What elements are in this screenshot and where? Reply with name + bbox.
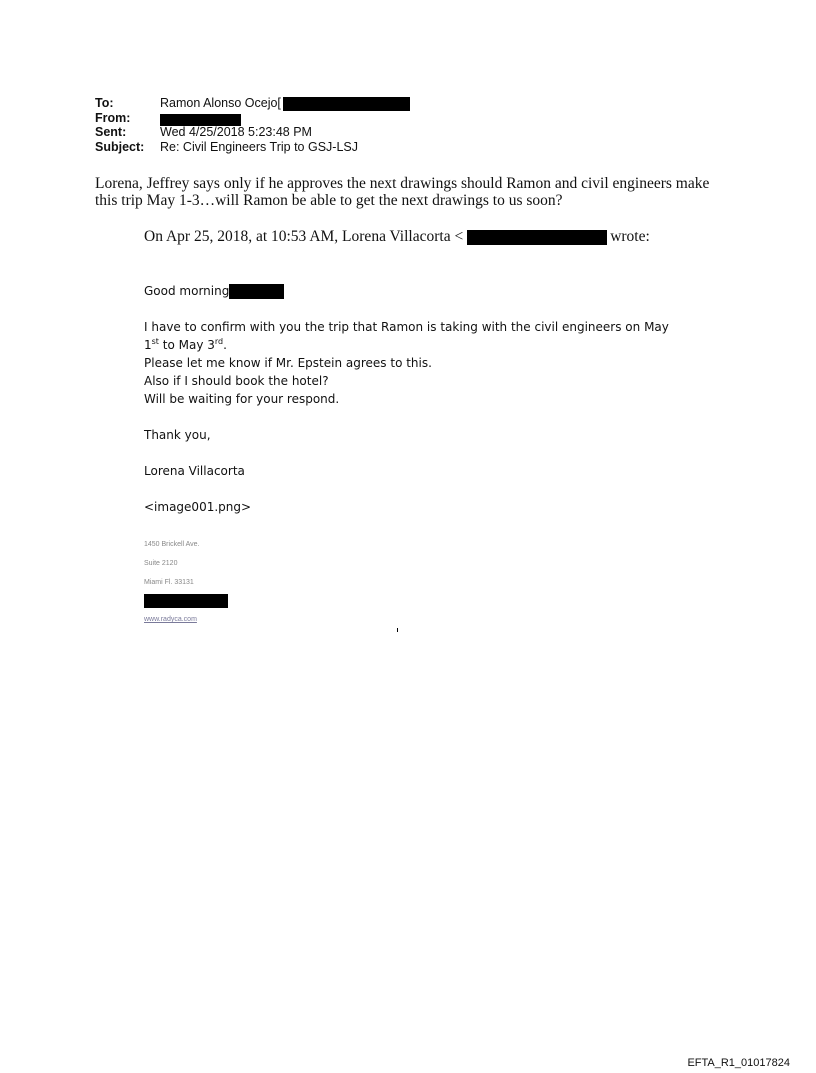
to-name: Ramon Alonso Ocejo[ (160, 95, 281, 110)
email-header (95, 96, 410, 154)
quoted-intro-wrote: wrote: (610, 228, 650, 245)
quoted-intro (144, 228, 650, 246)
redaction-box (467, 230, 607, 245)
thanks: Thank you, (144, 428, 211, 442)
subject-row (95, 140, 410, 155)
stray-mark (397, 628, 398, 632)
message-line: I have to confirm with you the trip that Ramon is taking with the civil engineers on May (144, 320, 669, 334)
message-line: Please let me know if Mr. Epstein agrees to this. (144, 356, 432, 370)
redaction-box (144, 594, 228, 608)
redaction-box (283, 97, 410, 111)
subject-label: Subject: (95, 139, 145, 154)
website-link[interactable]: www.radyca.com (144, 616, 197, 623)
email-body: Lorena, Jeffrey says only if he approves the next drawings should Ramon and civil engineers make this trip May 1-3…will Ramon be able to get the next drawings to us soon? (95, 175, 710, 209)
from-label: From: (95, 110, 131, 125)
redaction-box (229, 284, 284, 299)
from-row (95, 111, 410, 126)
sent-row (95, 125, 410, 140)
greeting-text: Good morning (144, 284, 230, 298)
to-label: To: (95, 96, 114, 111)
quoted-intro-text: On Apr 25, 2018, at 10:53 AM, Lorena Villacorta < (144, 228, 464, 245)
subject-value: Re: Civil Engineers Trip to GSJ-LSJ (160, 139, 358, 154)
sender-name: Lorena Villacorta (144, 464, 245, 478)
address-line: Suite 2120 (144, 560, 178, 567)
address-line: Miami Fl. 33131 (144, 579, 194, 586)
greeting (144, 282, 704, 300)
sent-value: Wed 4/25/2018 5:23:48 PM (160, 125, 312, 140)
message-line: 1st to May 3rd. (144, 337, 227, 352)
document-id: EFTA_R1_01017824 (687, 1057, 790, 1069)
signature-block (144, 535, 228, 629)
message-line: Also if I should book the hotel? (144, 374, 329, 388)
image-placeholder: <image001.png> (144, 500, 252, 514)
sent-label: Sent: (95, 125, 127, 140)
to-value (160, 96, 410, 111)
to-row (95, 96, 410, 111)
address-line: 1450 Brickell Ave. (144, 541, 200, 548)
message-line: Will be waiting for your respond. (144, 392, 340, 406)
redaction-box (160, 114, 241, 126)
quoted-message (144, 282, 704, 516)
